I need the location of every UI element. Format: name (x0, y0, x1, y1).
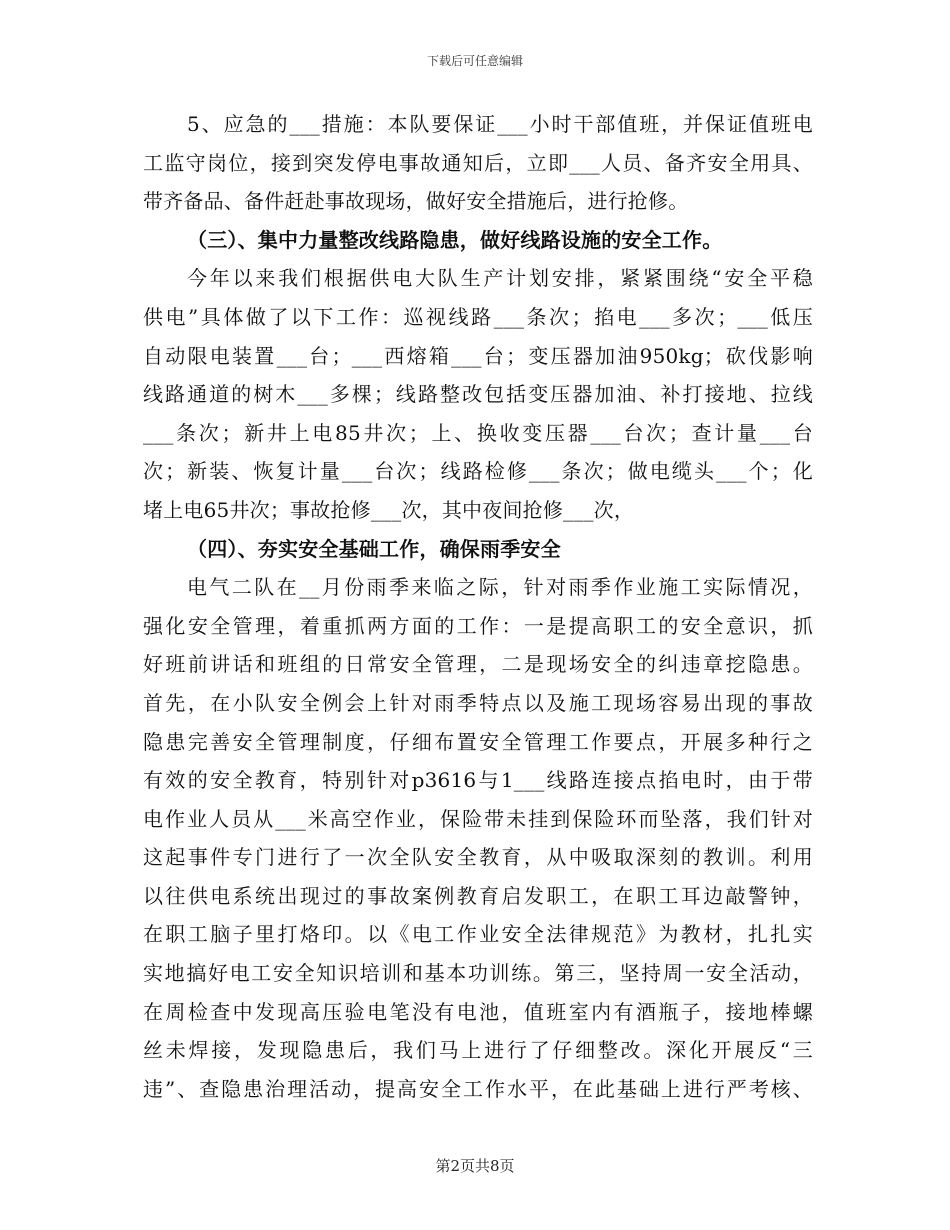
text-line: 线路通道的树木___多棵；线路整改包括变压器加油、补打接地、拉线 (143, 382, 813, 407)
text-line: 在周检查中发现高压验电笔没有电池，值班室内有酒瓶子，接地棒螺 (143, 999, 813, 1024)
text-line: 强化安全管理，着重抓两方面的工作：一是提高职工的安全意识，抓 (143, 613, 813, 638)
text-line: 堵上电65井次；事故抢修___次，其中夜间抢修___次， (143, 497, 635, 522)
section-heading-4: （四）、夯实安全基础工作，确保雨季安全 (187, 536, 561, 561)
text-line: 违”、查隐患治理活动，提高安全工作水平，在此基础上进行严考核、 (143, 1076, 813, 1101)
text-line: 工监守岗位，接到突发停电事故通知后，立即___人员、备齐安全用具、 (143, 150, 813, 175)
text-line: 有效的安全教育，特别针对p3616与1___线路连接点掐电时，由于带 (143, 768, 813, 793)
text-line: 自动限电装置___台；___西熔箱___台；变压器加油950kg；砍伐影响 (143, 343, 813, 368)
text-line: 丝未焊接，发现隐患后，我们马上进行了仔细整改。深化开展反“三 (143, 1038, 813, 1063)
text-line: 今年以来我们根据供电大队生产计划安排，紧紧围绕“安全平稳 (187, 266, 813, 291)
section-heading-3: （三）、集中力量整改线路隐患，做好线路设施的安全工作。 (187, 227, 723, 252)
text-line: ___条次；新井上电85井次；上、换收变压器___台次；查计量___台 (143, 420, 813, 445)
text-line: 实地搞好电工安全知识培训和基本功训练。第三，坚持周一安全活动， (143, 961, 813, 986)
text-line: 带齐备品、备件赶赴事故现场，做好安全措施后，进行抢修。 (143, 189, 689, 214)
text-line: 这起事件专门进行了一次全队安全教育，从中吸取深刻的教训。利用 (143, 845, 813, 870)
text-line: 供电”具体做了以下工作：巡视线路___条次；掐电___多次；___低压 (143, 304, 813, 329)
text-line: 以往供电系统出现过的事故案例教育启发职工，在职工耳边敲警钟， (143, 883, 813, 908)
text-line: 首先，在小队安全例会上针对雨季特点以及施工现场容易出现的事故 (143, 690, 813, 715)
text-line: 电气二队在__月份雨季来临之际，针对雨季作业施工实际情况， (187, 575, 813, 600)
page-header: 下载后可任意编辑 (426, 54, 523, 68)
page-number-footer: 第2页共8页 (435, 1157, 515, 1175)
text-line: 电作业人员从___米高空作业，保险带未挂到保险环而坠落，我们针对 (143, 806, 813, 831)
document-body (143, 105, 813, 1108)
text-line: 好班前讲话和班组的日常安全管理，二是现场安全的纠违章挖隐患。 (143, 652, 813, 677)
text-line: 在职工脑子里打烙印。以《电工作业安全法律规范》为教材，扎扎实 (143, 922, 813, 947)
text-line: 隐患完善安全管理制度，仔细布置安全管理工作要点，开展多种行之 (143, 729, 813, 754)
text-line: 5、应急的___措施：本队要保证___小时干部值班，并保证值班电 (187, 112, 813, 136)
text-line: 次；新装、恢复计量___台次；线路检修___条次；做电缆头___个；化 (143, 459, 813, 484)
